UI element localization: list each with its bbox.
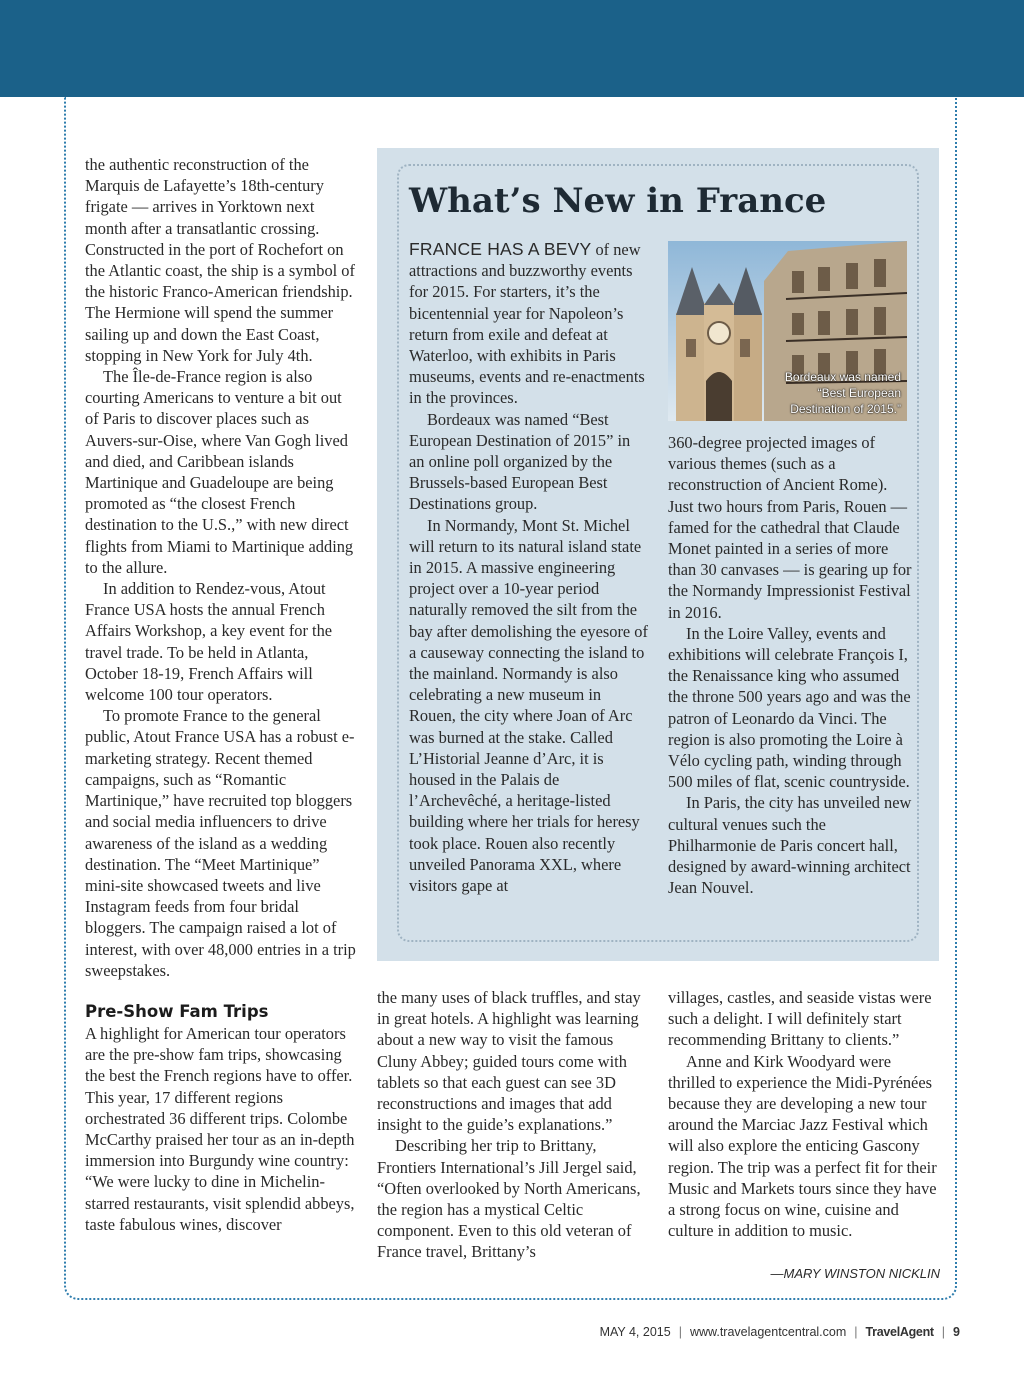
article-paragraph: In addition to Rendez-vous, Atout France USA hosts the annual French Affairs Workshop, a key event for the travel trade. To be held in Atlanta, October 18-19, French Affairs will welcome 100 tour operators. — [85, 579, 333, 705]
issue-date: MAY 4, 2015 — [599, 1325, 671, 1339]
photo-caption-line: “Best European — [817, 386, 901, 400]
sidebar-lead-text: of new attractions and buzzworthy events for 2015. For starters, it’s the bicentennial year for Napoleon’s return from exile and defeat at Waterloo, with exhibits in Paris museums, events and re-enactments in the provinces. — [409, 240, 645, 408]
article-column-2 — [377, 987, 649, 1263]
website-link[interactable]: www.travelagentcentral.com — [689, 1325, 847, 1339]
sidebar-column-2 — [668, 432, 913, 898]
page-footer: MAY 4, 2015 | www.travelagentcentral.com | TravelAgent | 9 — [599, 1325, 960, 1339]
photo-caption — [785, 369, 901, 417]
article-column-3 — [668, 987, 940, 1241]
photo-caption-line: Destination of 2015.” — [790, 402, 901, 416]
author-byline: —MARY WINSTON NICKLIN — [770, 1266, 940, 1281]
article-paragraph: the many uses of black truffles, and stay in great hotels. A highlight was learning about a new way to visit the famous Cluny Abbey; guided tours come with tablets so that each guest can see 3D reconstructions and images that add insight to the guide’s explanations.” — [377, 988, 641, 1135]
section-subhead: Pre-Show Fam Trips — [85, 1001, 269, 1021]
article-paragraph: Describing her trip to Brittany, Frontiers International’s Jill Jergel said, “Often overlooked by North Americans, the region has a mystical Celtic component. Even to this old veteran of France travel, Brittany’s — [377, 1136, 641, 1262]
top-color-band — [0, 0, 1024, 97]
sidebar-paragraph: Bordeaux was named “Best European Destination of 2015” in an online poll organized by the Brussels-based European Best Destinations group. — [409, 409, 631, 514]
page-number: 9 — [953, 1325, 960, 1339]
article-paragraph: A highlight for American tour operators are the pre-show fam trips, showcasing the best the French regions have to offer. This year, 17 different regions orchestrated 36 different trips. Colombe McCarthy praised her tour as an in-depth immersion into Burgundy wine country: “We were lucky to dine in Michelin-starred restaurants, visit splendid abbeys, taste fabulous wines, discover — [85, 1023, 355, 1234]
article-paragraph: The Île-de-France region is also courting Americans to venture a bit out of Paris to discover places such as Auvers-sur-Oise, where Van Gogh lived and died, and Caribbean islands Martinique and Guadeloupe are being promoted as “the closest French destination to the U.S.,” with new direct flights from Miami to Martinique adding to the allure. — [85, 367, 354, 577]
article-column-1 — [85, 154, 357, 1235]
photo-caption-line: Bordeaux was named — [784, 370, 901, 384]
sidebar-paragraph: In Normandy, Mont St. Michel will return to its natural island state in 2015. A massive engineering project over a 10-year period naturally removed the silt from the bay after demolishing the eyesore of a causeway connecting the island to the mainland. Normandy is also celebrating a new museum in Rouen, the city where Joan of Arc was burned at the stake. Called L’Historial Jeanne d’Arc, it is housed in the Palais de l’Archevêché, a heritage-listed building where her trials for heresy took place. Rouen also recently unveiled Panorama XXL, where visitors gape at — [409, 515, 648, 896]
sidebar-paragraph: In Paris, the city has unveiled new cultural venues such the Philharmonie de Paris concert hall, designed by award-winning architect Jean Nouvel. — [668, 793, 912, 898]
bordeaux-photo — [668, 241, 907, 421]
article-paragraph: villages, castles, and seaside vistas were such a delight. I will definitely start recommending Brittany to clients.” — [668, 988, 932, 1050]
sidebar-paragraph: 360-degree projected images of various themes (such as a reconstruction of Ancient Rome). Just two hours from Paris, Rouen — famed for the cathedral that Claude Monet painted in a series of more than 30 canvases — is gearing up for the Normandy Impressionist Festival in 2016. — [668, 433, 912, 622]
sidebar-column-1 — [409, 239, 649, 896]
magazine-brand: TravelAgent — [865, 1325, 934, 1339]
sidebar-title: What’s New in France — [409, 181, 827, 221]
sidebar-paragraph: In the Loire Valley, events and exhibitions will celebrate François I, the Renaissance king who assumed the throne 500 years ago and was the patron of Leonardo da Vinci. The region is also promoting the Loire à Vélo cycling path, winding through 500 miles of flat, scenic countryside. — [668, 623, 911, 792]
article-paragraph: Anne and Kirk Woodyard were thrilled to experience the Midi-Pyrénées because they are developing a new tour around the Marciac Jazz Festival which will also explore the enticing Gascony region. The trip was a perfect fit for their Music and Markets tours since they have a strong focus on wine, cuisine and culture in addition to music. — [668, 1051, 937, 1241]
sidebar-lead-in: FRANCE HAS A BEVY — [409, 239, 592, 259]
article-paragraph: the authentic reconstruction of the Marquis de Lafayette’s 18th-century frigate — arrives in Yorktown next month after a transatlantic crossing. Constructed in the port of Rochefort on the Atlantic coast, the ship is a symbol of the historic Franco-American friendship. The Hermione will spend the summer sailing up and down the East Coast, stopping in New York for July 4th. — [85, 155, 355, 365]
sidebar-paragraph — [409, 239, 649, 409]
article-paragraph: To promote France to the general public, Atout France USA has a robust e-marketing strategy. Recent themed campaigns, such as “Romantic Martinique,” have recruited top bloggers and social media influencers to drive awareness of the island as a wedding destination. The “Meet Martinique” mini-site showcased tweets and live Instagram feeds from four bridal bloggers. The campaign raised a lot of interest, with over 48,000 entries in a trip sweepstakes. — [85, 706, 356, 980]
